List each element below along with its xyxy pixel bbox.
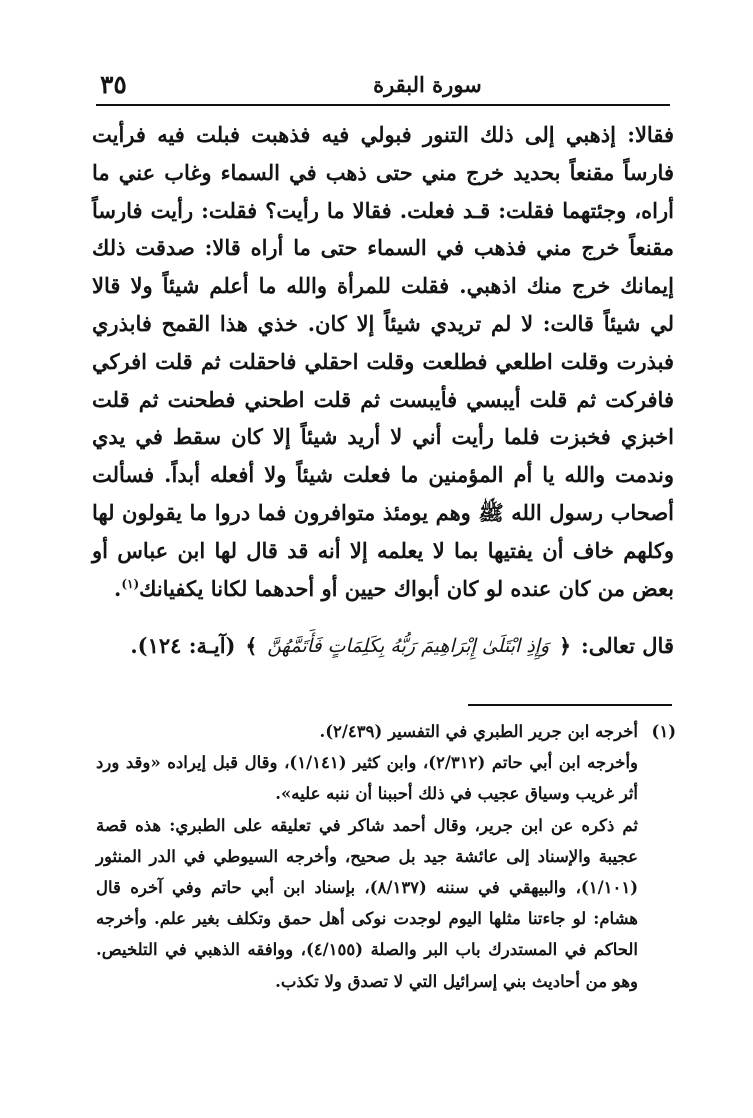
page-header [100, 66, 668, 102]
footnote-paragraph: ثم ذكره عن ابن جرير، وقال أحمد شاكر في تعليقه على الطبري: هذه قصة عجيبة والإسناد إلى عائشة جيد بل صحيح، وأخرجه السيوطي في الدر المنثور (١/١٠١)، والبيهقي في سننه (٨/١٣٧)، بإسناد ابن أبي حاتم وفي آخره قال هشام: لو جاءتنا مثلها اليوم لوجدت نوكى أهل حمق وتكلف بغير علم. وأخرجه الحاكم في المستدرك باب البر والصلة (٤/١٥٥)، ووافقه الذهبي في التلخيص. وهو من أحاديث بني إسرائيل التي لا تصدق ولا تكذب. [96, 815, 638, 991]
ayah-reference: (آيـة: ١٢٤). [130, 633, 236, 658]
footnote-number: (١) [651, 722, 676, 741]
header-rule [96, 104, 670, 106]
page-number: ٣٥ [100, 69, 127, 99]
footnote-reference[interactable]: (١) [121, 576, 140, 591]
footnote-rule [468, 704, 672, 706]
ayah-line [92, 626, 674, 666]
footnotes [96, 716, 676, 997]
main-paragraph [92, 116, 674, 607]
ayah-intro: قال تعالى: [580, 633, 674, 658]
ornate-close-bracket: ﴾ [245, 634, 258, 658]
footnote-paragraph: أخرجه ابن جرير الطبري في التفسير (٢/٤٣٩). [319, 722, 638, 741]
ornate-open-bracket: ﴿ [559, 634, 571, 658]
surah-title: سورة البقرة [373, 71, 482, 97]
main-text [92, 116, 674, 607]
quran-verse: وَإِذِ ابْتَلَىٰ إِبْرَاهِيمَ رَبُّهُ بِكَلِمَاتٍ فَأَتَمَّهُنَّ [267, 635, 550, 657]
footnote-paragraph: وأخرجه ابن أبي حاتم (٢/٣١٢)، وابن كثير (١/١٤١)، وقال قبل إيراده «وقد ورد أثر غريب وسياق عجيب في ذلك أحببنا أن ننبه عليه». [96, 753, 639, 804]
footnote-body [96, 716, 638, 997]
main-paragraph-text: فقالا: إذهبي إلى ذلك التنور فبولي فيه فذهبت فبلت فيه فرأيت فارساً مقنعاً بحديد خرج مني حتى ذهب في السماء وغاب عني ما أراه، وجئتهما فقلت: قـد فعلت. فقالا ما رأيت؟ فقلت: رأيت فارساً مقنعاً خرج مني فذهب في السماء حتى ما أراه قالا: صدقت ذلك إيمانك خرج منك اذهبي. فقلت للمرأة والله ما أعلم شيئاً ولا قالا لي شيئاً قالت: لا لم تريدي شيئاً إلا كان. خذي هذا القمح فابذري فبذرت وقلت اطلعي فطلعت وقلت احقلي فاحقلت ثم قلت افركي فافركت ثم قلت أيبسي فأيبست ثم قلت اطحني فطحنت ثم قلت اخبزي فخبزت فلما رأيت أني لا أريد شيئاً إلا كان سقط في يدي وندمت والله يا أم المؤمنين ما فعلت شيئاً ولا أفعله أبداً. فسألت أصحاب رسول الله ﷺ وهم يومئذ متوافرون فما دروا ما يقولون لها وكلهم خاف أن يفتيها بما لا يعلمه إلا أنه قد قال لها ابن عباس أو بعض من كان عنده لو كان أبواك حيين أو أحدهما لكانا يكفيانك [92, 122, 674, 601]
main-paragraph-end: . [114, 575, 122, 601]
